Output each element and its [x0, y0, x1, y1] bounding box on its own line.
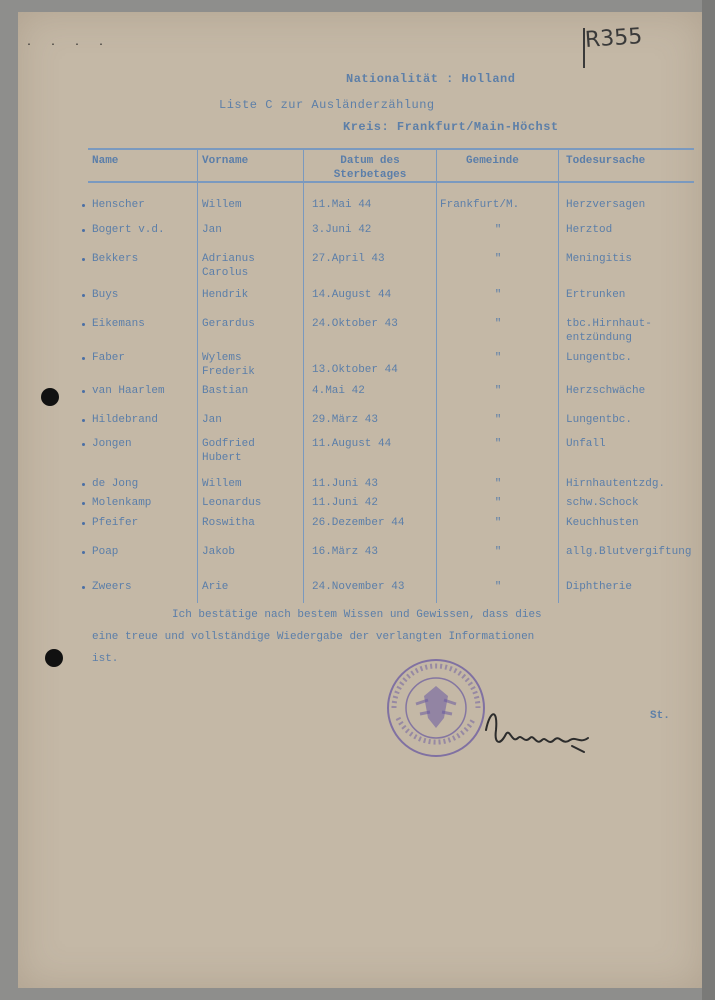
cell-gemeinde: " — [494, 385, 502, 397]
row-marker — [82, 357, 85, 360]
cell-name: Zweers — [92, 581, 132, 593]
column-header-todesursache: Todesursache — [566, 155, 646, 167]
cell-vorname: Jan — [202, 224, 222, 236]
cell-gemeinde: Frankfurt/M. — [440, 199, 520, 211]
cell-ursache: Lungentbc. — [566, 414, 633, 426]
cell-name: Pfeifer — [92, 517, 139, 529]
cell-datum: 14.August 44 — [312, 289, 392, 301]
cell-ursache: Herzversagen — [566, 199, 646, 211]
handwritten-signature — [480, 700, 595, 760]
cell-ursache: allg.Blutvergiftung — [566, 546, 692, 558]
cell-ursache: schw.Schock — [566, 497, 639, 509]
row-marker — [82, 551, 85, 554]
cell-ursache: Herzschwäche — [566, 385, 646, 397]
column-rule-1 — [197, 148, 198, 603]
cell-vorname: Willem — [202, 199, 242, 211]
column-rule-3 — [436, 148, 437, 603]
column-header-datum: Datum des Sterbetages — [333, 155, 407, 181]
cell-gemeinde: " — [494, 352, 502, 364]
cell-ursache: Meningitis — [566, 253, 633, 265]
district-heading — [343, 120, 559, 134]
cell-gemeinde: " — [494, 517, 502, 529]
cell-gemeinde: " — [494, 478, 502, 490]
row-marker — [82, 229, 85, 232]
confirmation-line-1: Ich bestätige nach bestem Wissen und Gewissen, dass dies — [172, 609, 542, 621]
row-marker — [82, 522, 85, 525]
cell-name: Bekkers — [92, 253, 139, 265]
cell-ursache: Ertrunken — [566, 289, 626, 301]
cell-datum: 29.März 43 — [312, 414, 379, 426]
row-marker — [82, 258, 85, 261]
punch-hole-bottom — [45, 649, 63, 667]
row-marker — [82, 419, 85, 422]
cell-vorname: Bastian — [202, 385, 249, 397]
row-marker — [82, 502, 85, 505]
cell-ursache: Herztod — [566, 224, 613, 236]
column-rule-2 — [303, 148, 304, 603]
cell-ursache: Hirnhautentzdg. — [566, 478, 666, 490]
cell-vorname: Godfried Hubert — [202, 438, 255, 464]
cell-datum: 3.Juni 42 — [312, 224, 372, 236]
official-stamp — [384, 656, 488, 760]
confirmation-line-2: eine treue und vollständige Wiedergabe der verlangten Informationen — [92, 631, 535, 643]
cell-name: Bogert v.d. — [92, 224, 165, 236]
cell-datum: 11.August 44 — [312, 438, 392, 450]
cell-gemeinde: " — [494, 253, 502, 265]
cell-ursache: Keuchhusten — [566, 517, 639, 529]
list-title: Liste C zur Ausländerzählung — [219, 98, 435, 112]
cell-datum: 13.Oktober 44 — [312, 364, 398, 376]
cell-name: Poap — [92, 546, 119, 558]
row-marker — [82, 443, 85, 446]
column-rule-4 — [558, 148, 559, 603]
suffix-mark: St. — [650, 710, 670, 722]
column-header-vorname: Vorname — [202, 155, 249, 167]
cell-gemeinde: " — [494, 546, 502, 558]
cell-name: Faber — [92, 352, 126, 364]
cell-vorname: Roswitha — [202, 517, 255, 529]
row-marker — [82, 323, 85, 326]
cell-gemeinde: " — [494, 224, 502, 236]
cell-datum: 26.Dezember 44 — [312, 517, 405, 529]
nationality-heading: Nationalität : Holland — [346, 72, 516, 86]
cell-vorname: Arie — [202, 581, 229, 593]
cell-vorname: Leonardus — [202, 497, 262, 509]
cell-ursache: Unfall — [566, 438, 606, 450]
cell-vorname: Jan — [202, 414, 222, 426]
column-header-name: Name — [92, 155, 119, 167]
cell-name: Hildebrand — [92, 414, 159, 426]
cell-vorname: Jakob — [202, 546, 236, 558]
cell-datum: 11.Mai 44 — [312, 199, 372, 211]
row-marker — [82, 390, 85, 393]
cell-gemeinde: " — [494, 438, 502, 450]
cell-name: Eikemans — [92, 318, 145, 330]
cell-name: Jongen — [92, 438, 132, 450]
confirmation-line-3: ist. — [92, 653, 119, 665]
cell-vorname: Willem — [202, 478, 242, 490]
column-header-gemeinde: Gemeinde — [466, 155, 519, 167]
cell-datum: 27.April 43 — [312, 253, 385, 265]
scan-marks: · · · · — [26, 40, 111, 51]
cell-name: Henscher — [92, 199, 145, 211]
archive-number: R355 — [584, 24, 644, 53]
row-marker — [82, 294, 85, 297]
scan-edge — [702, 0, 715, 1000]
table-top-rule — [88, 148, 694, 150]
row-marker — [82, 204, 85, 207]
cell-gemeinde: " — [494, 289, 502, 301]
cell-name: Buys — [92, 289, 119, 301]
district-text: Kreis: Frankfurt/Main-Höchst — [343, 120, 559, 134]
row-marker — [82, 586, 85, 589]
cell-gemeinde: " — [494, 414, 502, 426]
cell-vorname: Hendrik — [202, 289, 249, 301]
cell-name: de Jong — [92, 478, 139, 490]
cell-datum: 11.Juni 43 — [312, 478, 379, 490]
cell-vorname: Adrianus Carolus — [202, 253, 255, 279]
cell-ursache: Diphtherie — [566, 581, 633, 593]
cell-gemeinde: " — [494, 581, 502, 593]
cell-gemeinde: " — [494, 318, 502, 330]
cell-ursache: tbc.Hirnhaut-entzündung — [566, 318, 652, 344]
cell-datum: 24.Oktober 43 — [312, 318, 398, 330]
cell-datum: 24.November 43 — [312, 581, 405, 593]
cell-datum: 11.Juni 42 — [312, 497, 379, 509]
cell-vorname: Wylems Frederik — [202, 352, 255, 378]
cell-datum: 4.Mai 42 — [312, 385, 365, 397]
cell-gemeinde: " — [494, 497, 502, 509]
cell-name: van Haarlem — [92, 385, 165, 397]
row-marker — [82, 483, 85, 486]
cell-datum: 16.März 43 — [312, 546, 379, 558]
cell-name: Molenkamp — [92, 497, 152, 509]
cell-ursache: Lungentbc. — [566, 352, 633, 364]
cell-vorname: Gerardus — [202, 318, 255, 330]
punch-hole-top — [41, 388, 59, 406]
